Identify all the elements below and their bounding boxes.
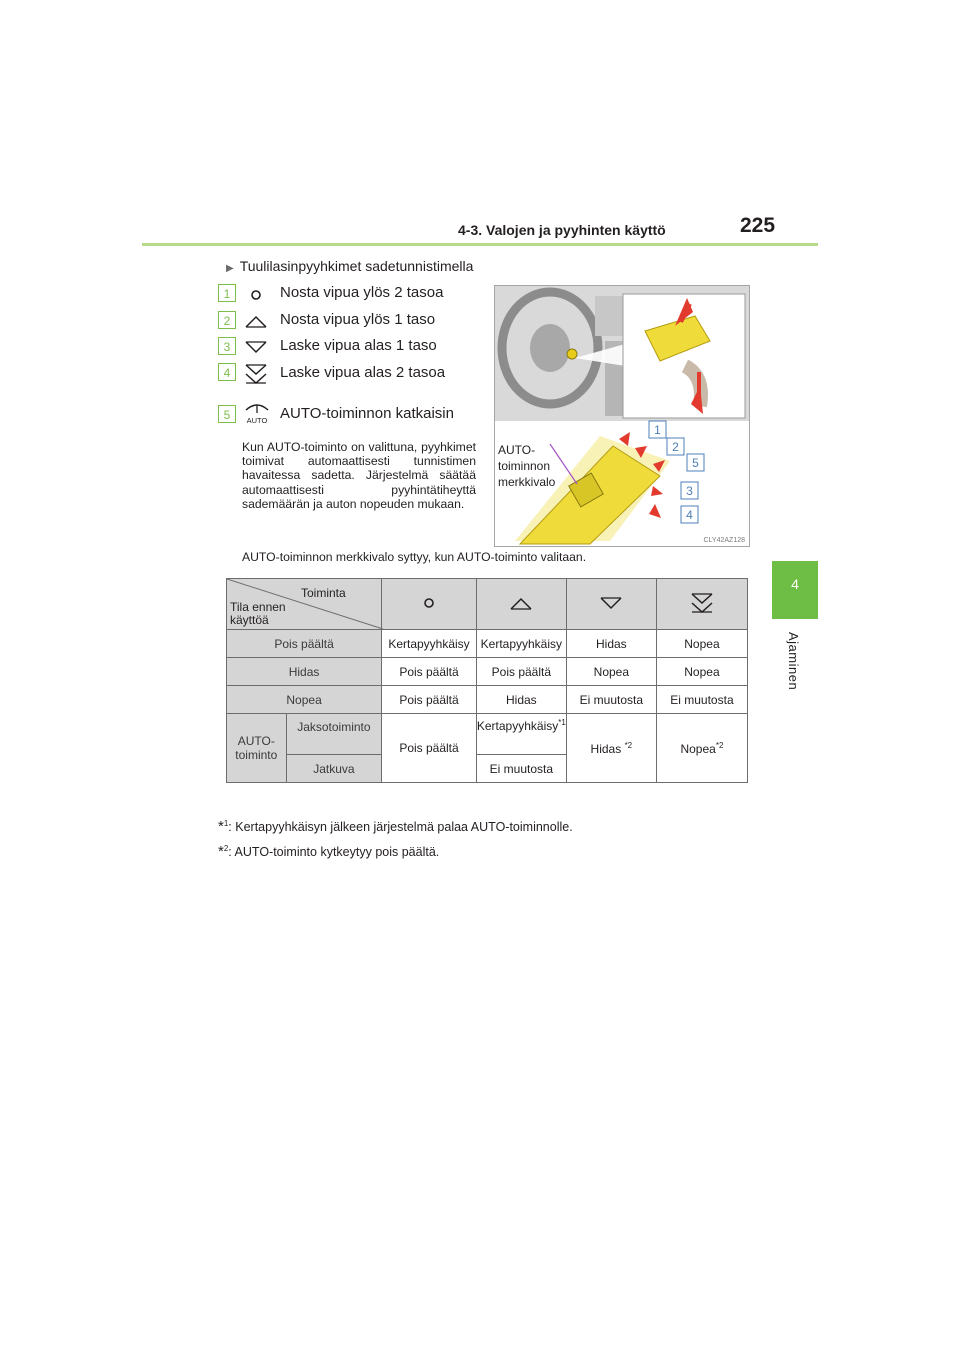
svg-text:4: 4 [686, 508, 693, 522]
marker-arrow-4-icon [649, 504, 661, 518]
table-cell: Hidas $^{*2}$ [566, 714, 656, 783]
wiper-lever-figure [494, 285, 750, 547]
table-cell: Kertapyyhkäisy [382, 630, 477, 658]
item-number-3: 3 [218, 337, 236, 355]
subheading [226, 258, 473, 274]
wiper-mist-icon [244, 286, 268, 304]
footnote-2: *$^2$: AUTO-toiminto kytkeytyy pois päältä. [218, 843, 440, 860]
table-cell: Ei muutosta [656, 686, 747, 714]
table-cell: Kertapyyhkäisy [476, 630, 566, 658]
table-cell: Nopea [656, 630, 747, 658]
lever-location-marker [567, 349, 577, 359]
table-row [227, 686, 748, 714]
wiper-down-1-icon [244, 338, 268, 356]
item-text-4: Laske vipua alas 2 tasoa [280, 364, 446, 381]
table-cell: Ei muutosta [476, 755, 566, 783]
indicator-note: AUTO-toiminnon merkkivalo syttyy, kun AUTO-toiminto valitaan. [242, 550, 587, 564]
item-number-1: 1 [218, 284, 236, 302]
wiper-up-1-icon [509, 594, 533, 612]
row-label: Hidas [227, 658, 382, 686]
marker-1 [649, 421, 666, 438]
col-down-2-header [656, 579, 747, 630]
auto-description: Kun AUTO-toiminto on valittuna, pyyhkimet toimivat automaattisesti tunnistimen havaitessa sadetta. Järjestelmä säätää automaattisesti pyyhintätiheyttä sademäärän ja auton nopeuden mukaan. [242, 440, 476, 511]
svg-text:2: 2 [672, 440, 679, 454]
table-cell: Pois päältä [476, 658, 566, 686]
item-number-5: 5 [218, 405, 236, 423]
table-cell: Hidas [476, 686, 566, 714]
wiper-lever-illustration [495, 286, 749, 546]
callout-line-1: AUTO- [498, 443, 536, 457]
chapter-number: 4 [791, 576, 799, 592]
triangle-bullet-icon: ▶ [226, 263, 234, 274]
page-number: 225 [740, 214, 776, 237]
chapter-label: Ajaminen [786, 632, 801, 691]
auto-group-label: AUTO- toiminto [227, 714, 287, 783]
wiper-up-1-icon [244, 312, 268, 330]
table-cell: Pois päältä [382, 658, 477, 686]
marker-arrow-3-icon [651, 486, 663, 496]
table-cell: Pois päältä [382, 686, 477, 714]
item-number-2: 2 [218, 311, 236, 329]
wiper-down-1-icon [599, 594, 623, 612]
marker-2 [667, 438, 684, 455]
table-row [227, 630, 748, 658]
table-cell: Hidas [566, 630, 656, 658]
footnote-1: *$^1$: Kertapyyhkäisyn jälkeen järjestelmä palaa AUTO-toiminnolle. [218, 818, 573, 835]
header-rule [142, 243, 818, 246]
figure-code: CLY42AZ128 [703, 537, 745, 544]
table-corner-header [227, 579, 382, 630]
wiper-operation-table [226, 578, 748, 783]
item-text-1: Nosta vipua ylös 2 tasoa [280, 284, 444, 301]
row-label: Nopea [227, 686, 382, 714]
svg-text:1: 1 [654, 423, 661, 437]
marker-3 [681, 482, 698, 499]
callout-line-2: toiminnon [498, 459, 551, 473]
table-cell: Nopea$^{*2}$ [656, 714, 747, 783]
auto-sub-label-continuous: Jatkuva [286, 755, 382, 783]
table-row [227, 714, 748, 755]
svg-text:5: 5 [692, 456, 699, 470]
item-number-4: 4 [218, 363, 236, 381]
col-mist-header [382, 579, 477, 630]
corner-top-label: Toiminta [301, 586, 346, 600]
col-up-1-header [476, 579, 566, 630]
marker-5 [687, 454, 704, 471]
table-cell: Nopea [566, 658, 656, 686]
wiper-mist-icon [417, 594, 441, 612]
col-down-1-header [566, 579, 656, 630]
auto-icon-text: AUTO [246, 416, 268, 425]
subheading-text: Tuulilasinpyyhkimet sadetunnistimella [239, 258, 474, 274]
row-label: Pois päältä [227, 630, 382, 658]
section-title: 4-3. Valojen ja pyyhinten käyttö [458, 222, 666, 238]
auto-sub-label-interval: Jaksotoiminto [286, 714, 382, 755]
wiper-down-2-icon [690, 591, 714, 615]
item-text-5: AUTO-toiminnon katkaisin [280, 405, 454, 422]
corner-bottom-label: Tila ennen käyttöä [230, 600, 286, 627]
table-cell: Ei muutosta [566, 686, 656, 714]
steering-hub [530, 324, 570, 372]
table-cell: Pois päältä [382, 714, 477, 783]
table-row [227, 658, 748, 686]
svg-text:3: 3 [686, 484, 693, 498]
wiper-down-2-icon [244, 362, 268, 386]
table-cell: Kertapyyhkäisy$^{*1}$ [476, 714, 566, 755]
callout-line-3: merkkivalo [498, 475, 556, 489]
item-text-2: Nosta vipua ylös 1 taso [280, 311, 436, 328]
wiper-auto-icon [243, 397, 271, 425]
table-cell: Nopea [656, 658, 747, 686]
item-text-3: Laske vipua alas 1 taso [280, 337, 437, 354]
marker-4 [681, 506, 698, 523]
